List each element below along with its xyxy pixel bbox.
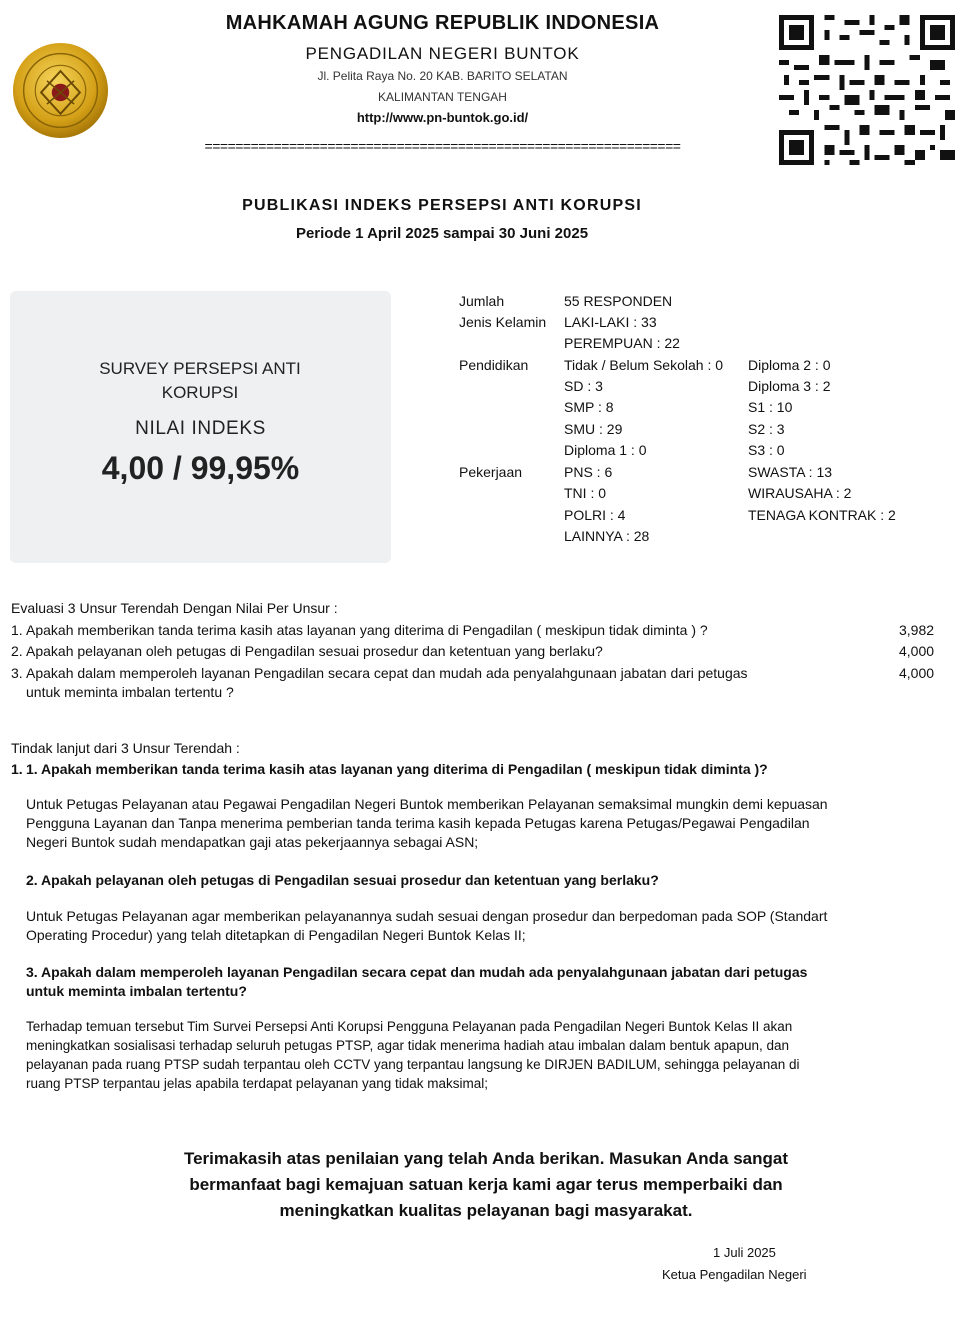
followup-q1-num: 1. <box>11 761 23 777</box>
stat-edu-item: S2 : 3 <box>748 421 785 437</box>
followup-answer-3 <box>26 1017 951 1093</box>
evaluation-heading: Evaluasi 3 Unsur Terendah Dengan Nilai Per Unsur : <box>11 600 338 616</box>
question-line: untuk meminta imbalan tertentu? <box>26 983 247 999</box>
followup-heading: Tindak lanjut dari 3 Unsur Terendah : <box>11 740 240 756</box>
evaluation-item-text: Apakah memberikan tanda terima kasih atas layanan yang diterima di Pengadilan ( meskipun tidak diminta ) ? <box>26 622 708 638</box>
stat-edu-item: S3 : 0 <box>748 442 785 458</box>
stat-edu-item: SD : 3 <box>564 378 603 394</box>
answer-line: meningkatkan sosialisasi terhadap seluruh petugas PTSP, agar tidak menerima hadiah atau imbalan dalam bentuk apapun, dan <box>26 1038 789 1053</box>
stat-jumlah-label: Jumlah <box>459 293 505 309</box>
closing-line: bermanfaat bagi kemajuan satuan kerja kami agar terus memperbaiki dan <box>189 1175 783 1194</box>
evaluation-item-num: 1. <box>11 622 23 638</box>
stat-job-item: LAINNYA : 28 <box>564 528 650 544</box>
followup-answer-1 <box>26 795 951 852</box>
index-label: NILAI INDEKS <box>135 418 266 439</box>
court-title: MAHKAMAH AGUNG REPUBLIK INDONESIA <box>225 12 660 34</box>
stat-edu-item: Diploma 3 : 2 <box>748 378 831 394</box>
score-card <box>10 291 391 563</box>
index-value: 4,00 / 99,95% <box>101 450 300 486</box>
qr-code <box>779 15 955 165</box>
stat-job-item: SWASTA : 13 <box>748 464 833 480</box>
evaluation-item-text: Apakah pelayanan oleh petugas di Pengadilan sesuai prosedur dan ketentuan yang berlaku? <box>26 643 603 659</box>
stat-edu-item: Tidak / Belum Sekolah : 0 <box>564 357 724 373</box>
stat-edu-item: Diploma 1 : 0 <box>564 442 647 458</box>
followup-answer-2 <box>26 907 951 945</box>
question-line: 3. Apakah dalam memperoleh layanan Pengadilan secara cepat dan mudah ada penyalahgunaan jabatan dari petugas <box>26 964 808 980</box>
stat-gender-label: Jenis Kelamin <box>459 314 547 330</box>
evaluation-item-num: 2. <box>11 643 23 659</box>
court-address: Jl. Pelita Raya No. 20 KAB. BARITO SELATAN <box>317 69 568 83</box>
evaluation-item-num: 3. <box>11 665 23 681</box>
evaluation-item-score: 4,000 <box>899 665 935 681</box>
answer-line: Terhadap temuan tersebut Tim Survei Persepsi Anti Korupsi Pengguna Pelayanan pada Pengadilan Negeri Buntok Kelas II akan <box>26 1019 793 1034</box>
answer-line: Operating Procedur) yang telah ditetapkan di Pengadilan Negeri Buntok Kelas II; <box>26 927 526 943</box>
stat-edu-item: SMP : 8 <box>564 399 614 415</box>
stat-edu-label: Pendidikan <box>459 357 529 373</box>
stat-job-item: PNS : 6 <box>564 464 613 480</box>
signature-date: 1 Juli 2025 <box>713 1245 776 1260</box>
evaluation-item-text-cont: untuk meminta imbalan tertentu ? <box>26 684 234 700</box>
answer-line: Untuk Petugas Pelayanan atau Pegawai Pengadilan Negeri Buntok memberikan Pelayanan semaksimal mungkin demi kepuasan <box>26 796 828 812</box>
answer-line: ruang PTSP terpantau jelas apabila terdapat pelayanan yang tidak maksimal; <box>26 1076 489 1091</box>
evaluation-item-score: 4,000 <box>899 643 935 659</box>
stat-edu-item: Diploma 2 : 0 <box>748 357 831 373</box>
stat-male: LAKI-LAKI : 33 <box>564 314 657 330</box>
stat-job-item: POLRI : 4 <box>564 507 626 523</box>
answer-line: Untuk Petugas Pelayanan agar memberikan pelayanannya sudah sesuai dengan prosedur dan berpedoman pada SOP (Standart <box>26 908 828 924</box>
closing-line: Terimakasih atas penilaian yang telah Anda berikan. Masukan Anda sangat <box>183 1149 788 1168</box>
stat-job-label: Pekerjaan <box>459 464 523 480</box>
mahkamah-agung-logo <box>12 42 109 139</box>
closing-message <box>130 1146 842 1224</box>
signature-role: Ketua Pengadilan Negeri <box>662 1267 807 1282</box>
stat-job-item: TENAGA KONTRAK : 2 <box>748 507 896 523</box>
publication-title: PUBLIKASI INDEKS PERSEPSI ANTI KORUPSI <box>242 197 642 214</box>
stat-edu-item: SMU : 29 <box>564 421 623 437</box>
closing-line: meningkatkan kualitas pelayanan bagi masyarakat. <box>279 1201 693 1220</box>
stat-job-item: TNI : 0 <box>564 485 607 501</box>
court-province: KALIMANTAN TENGAH <box>378 90 507 104</box>
publication-period: Periode 1 April 2025 sampai 30 Juni 2025 <box>295 225 589 242</box>
answer-line: Negeri Buntok sudah mendapatkan gaji atas pekerjaannya sebagai ASN; <box>26 834 479 850</box>
stat-job-item: WIRAUSAHA : 2 <box>748 485 852 501</box>
court-website[interactable]: http://www.pn-buntok.go.id/ <box>356 110 529 125</box>
header-rule: ============================================================== <box>204 138 681 154</box>
followup-question-3 <box>26 963 951 1001</box>
stat-female: PEREMPUAN : 22 <box>564 335 680 351</box>
evaluation-item-score: 3,982 <box>899 622 935 638</box>
stat-jumlah-value: 55 RESPONDEN <box>564 293 673 309</box>
evaluation-item-text: Apakah dalam memperoleh layanan Pengadilan secara cepat dan mudah ada penyalahgunaan jabatan dari petugas <box>26 665 748 681</box>
answer-line: Pengguna Layanan dan Tanpa menerima pemberian tanda terima kasih kepada Petugas karena Petugas/Pegawai Pengadilan <box>26 815 810 831</box>
court-name: PENGADILAN NEGERI BUNTOK <box>305 44 580 63</box>
followup-question-1: 1. Apakah memberikan tanda terima kasih atas layanan yang diterima di Pengadilan ( meskipun tidak diminta )? <box>26 761 768 777</box>
answer-line: pelayanan pada ruang PTSP sudah terpantau oleh CCTV yang terpantau langsung ke DIRJEN BADILUM, sehingga pelayanan di <box>26 1057 800 1072</box>
stat-edu-item: S1 : 10 <box>748 399 793 415</box>
survey-label: SURVEY PERSEPSI ANTI KORUPSI <box>99 359 301 402</box>
followup-question-2: 2. Apakah pelayanan oleh petugas di Pengadilan sesuai prosedur dan ketentuan yang berlaku? <box>26 872 659 888</box>
